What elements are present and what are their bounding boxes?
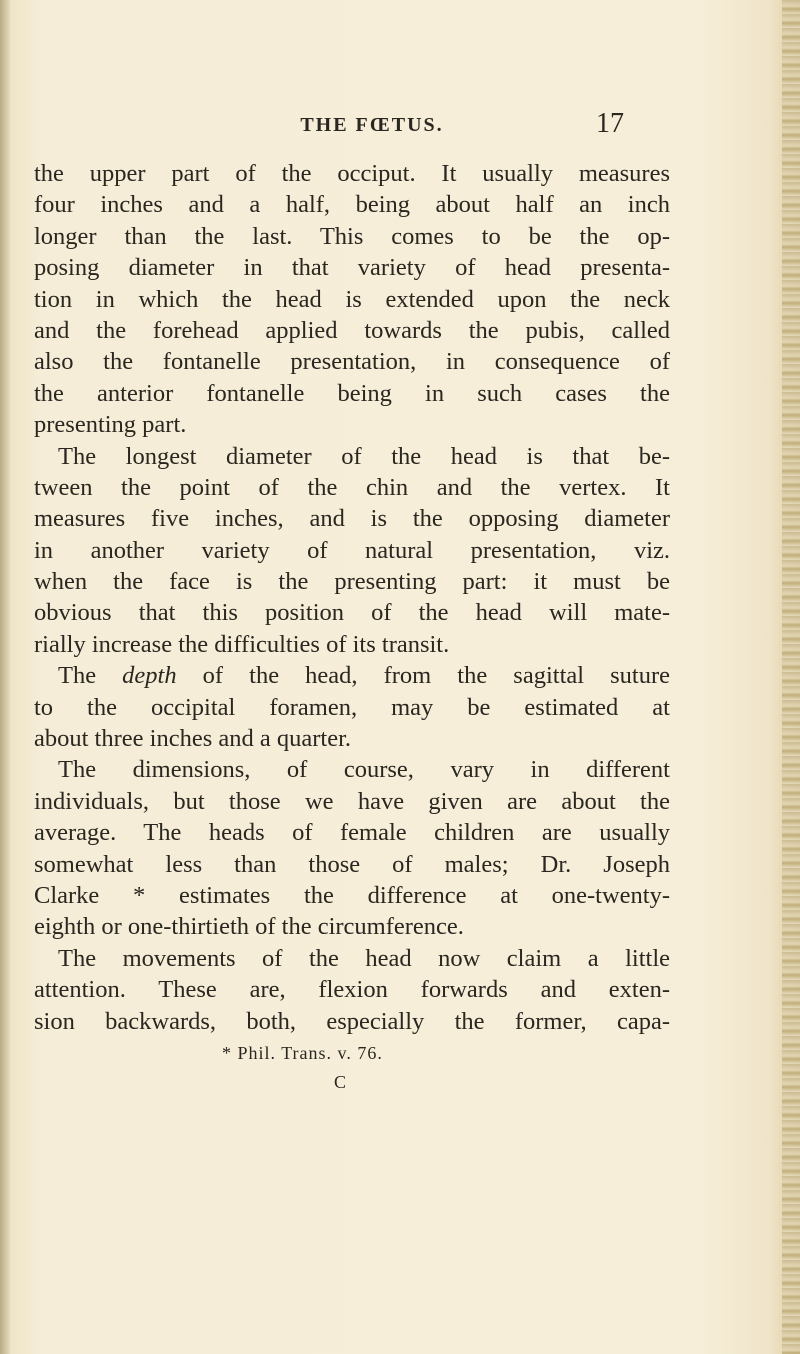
text-line: average. The heads of female children are usually — [34, 819, 670, 847]
text-line: tween the point of the chin and the vertex. It — [34, 473, 670, 501]
text-line: the anterior fontanelle being in such cases the — [34, 379, 670, 407]
text-fragment: of the head, from the sagittal suture — [176, 662, 671, 690]
text-line: presenting part. — [34, 411, 187, 439]
text-line: and the forehead applied towards the pubis, called — [34, 316, 670, 344]
running-title: THE FŒTUS. — [300, 114, 444, 136]
text-line: The dimensions, of course, vary in different — [58, 756, 670, 784]
text-line: The longest diameter of the head is that be- — [58, 442, 670, 470]
text-line: eighth or one-thirtieth of the circumference. — [34, 913, 464, 941]
text-line-with-italic — [34, 660, 670, 691]
text-line: in another variety of natural presentation, viz. — [34, 536, 670, 564]
text-line: measures five inches, and is the opposing diameter — [34, 505, 670, 533]
text-line: rially increase the difficulties of its transit. — [34, 630, 450, 658]
page-gutter-edge — [0, 0, 10, 1354]
text-line: to the occipital foramen, may be estimated at — [34, 693, 670, 721]
page-header — [0, 108, 800, 152]
body-text — [34, 158, 670, 1037]
text-line: attention. These are, flexion forwards and exten- — [34, 976, 670, 1004]
text-line: individuals, but those we have given are about the — [34, 787, 670, 815]
text-line: the upper part of the occiput. It usually measures — [34, 160, 670, 187]
text-line: somewhat less than those of males; Dr. Joseph — [34, 850, 670, 878]
page-fore-edge — [782, 0, 800, 1354]
italic-word: depth — [122, 662, 177, 690]
footnote: * Phil. Trans. v. 76. — [222, 1043, 383, 1063]
text-line: posing diameter in that variety of head presenta- — [34, 254, 670, 282]
text-line: four inches and a half, being about half an inch — [34, 191, 670, 219]
text-line: longer than the last. This comes to be the op- — [34, 222, 670, 250]
page-number: 17 — [596, 108, 624, 139]
text-line: also the fontanelle presentation, in consequence of — [34, 348, 670, 376]
signature-mark: C — [333, 1072, 346, 1092]
text-fragment: The — [58, 662, 123, 690]
text-line: Clarke * estimates the difference at one-twenty- — [34, 881, 670, 909]
text-line: obvious that this position of the head will mate- — [34, 599, 670, 627]
text-line: tion in which the head is extended upon the neck — [34, 285, 670, 313]
text-line: The movements of the head now claim a little — [58, 944, 670, 972]
text-line: when the face is the presenting part: it must be — [34, 568, 670, 596]
text-line: about three inches and a quarter. — [34, 725, 352, 753]
text-line: sion backwards, both, especially the former, capa- — [34, 1007, 670, 1035]
